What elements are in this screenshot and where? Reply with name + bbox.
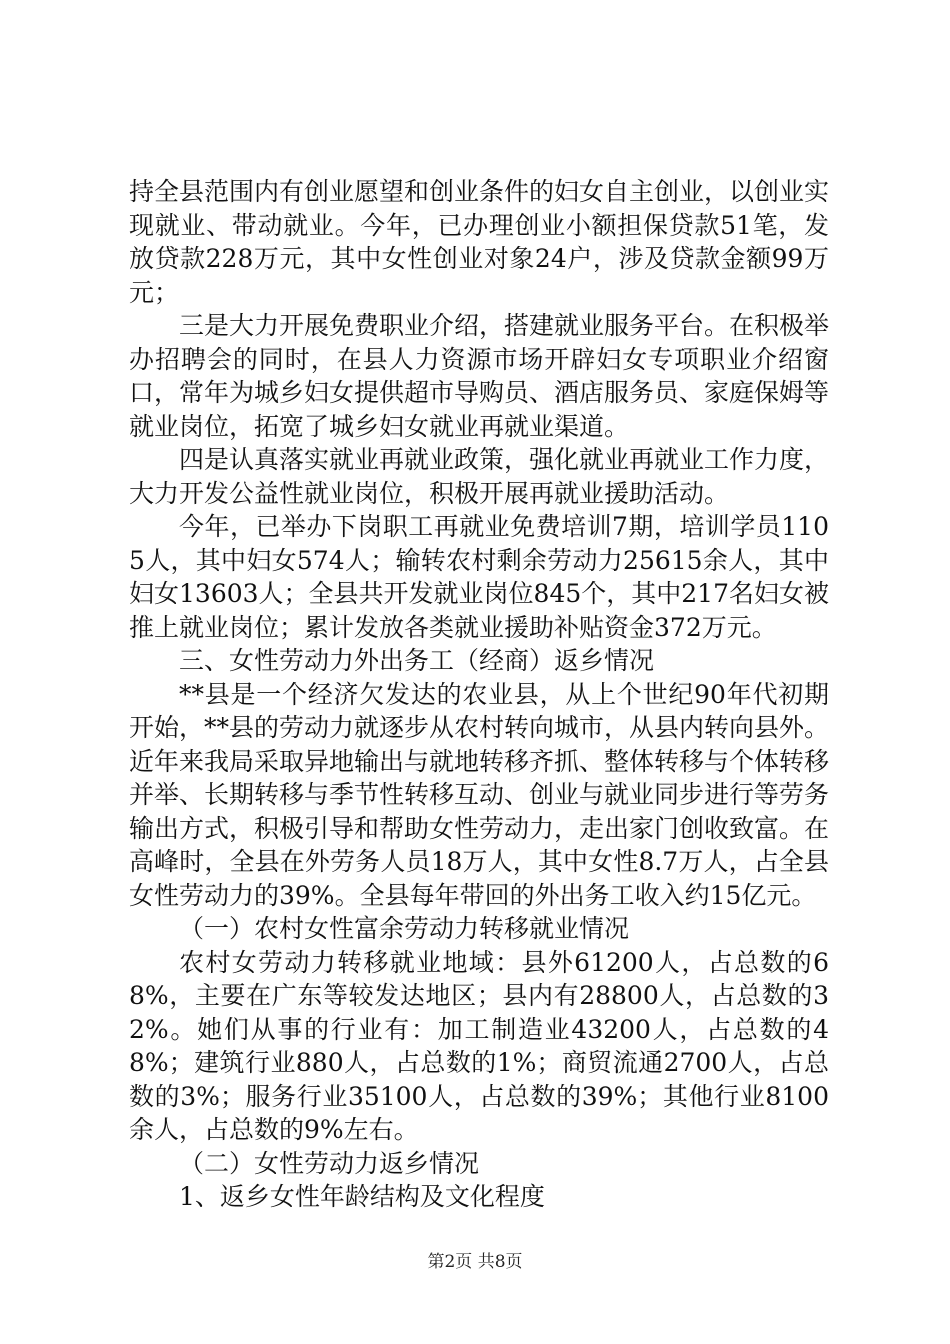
subheading-return-situation: （二）女性劳动力返乡情况 <box>179 1148 480 1178</box>
paragraph-employment-policy: 四是认真落实就业再就业政策，强化就业再就业工作力度，大力开发公益性就业岗位，积极开展再就业援助活动。 <box>129 445 830 508</box>
paragraph-transfer-regions: 农村女劳动力转移就业地域：县外61200人，占总数的68%，主要在广东等较发达地区；县内有28800人，占总数的32%。她们从事的行业有：加工制造业43200人，占总数的48%；建筑行业880人，占总数的1%；商贸流通2700人，占总数的3%；服务行业35100人，占总数的39%；其他行业8100余人，占总数的9%左右。 <box>129 947 829 1144</box>
page-footer: 第2页 共8页 <box>427 1252 523 1272</box>
section-heading-return-home: 三、女性劳动力外出务工（经商）返乡情况 <box>179 646 655 675</box>
subheading-rural-transfer: （一）农村女性富余劳动力转移就业情况 <box>179 914 630 943</box>
document-body <box>129 175 829 1214</box>
paragraph-job-referral: 三是大力开展免费职业介绍，搭建就业服务平台。在积极举办招聘会的同时，在县人力资源市场开辟妇女专项职业介绍窗口，常年为城乡妇女提供超市导购员、酒店服务员、家庭保姆等就业岗位，拓宽了城乡妇女就业再就业渠道。 <box>129 311 830 441</box>
subheading-age-education: 1、返乡女性年龄结构及文化程度 <box>179 1182 545 1211</box>
paragraph-entrepreneurship-loans: 持全县范围内有创业愿望和创业条件的妇女自主创业，以创业实现就业、带动就业。今年，已办理创业小额担保贷款51笔，发放贷款228万元，其中女性创业对象24户，涉及贷款金额99万元； <box>129 177 830 307</box>
paragraph-training-stats: 今年，已举办下岗职工再就业免费培训7期，培训学员1105人，其中妇女574人；输转农村剩余劳动力25615余人，其中妇女13603人；全县共开发就业岗位845个，其中217名妇女被推上就业岗位；累计发放各类就业援助补贴资金372万元。 <box>129 512 829 642</box>
paragraph-county-overview: **县是一个经济欠发达的农业县，从上个世纪90年代初期开始，**县的劳动力就逐步从农村转向城市，从县内转向县外。近年来我局采取异地输出与就地转移齐抓、整体转移与个体转移并举、长期转移与季节性转移互动、创业与就业同步进行等劳务输出方式，积极引导和帮助女性劳动力，走出家门创收致富。在高峰时，全县在外劳务人员18万人，其中女性8.7万人，占全县女性劳动力的39%。全县每年带回的外出务工收入约15亿元。 <box>129 679 830 910</box>
